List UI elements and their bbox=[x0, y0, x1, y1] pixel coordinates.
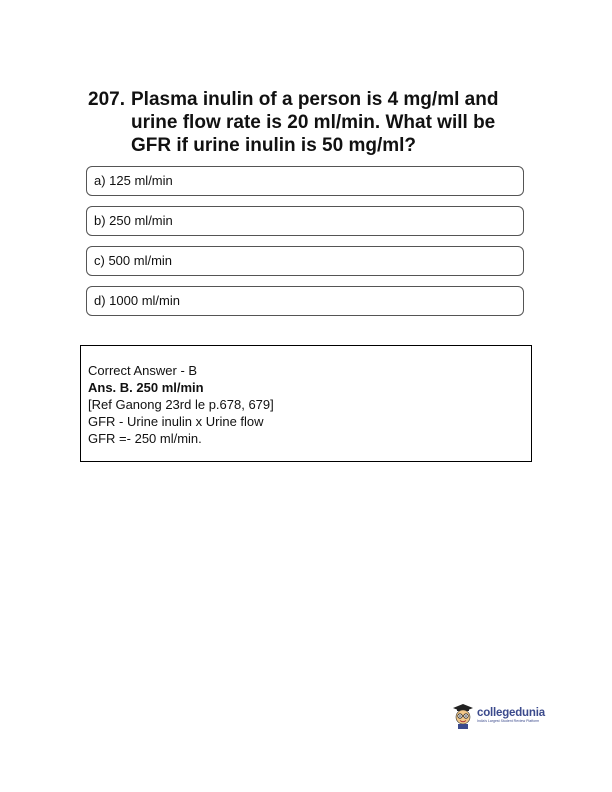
option-b[interactable]: b) 250 ml/min bbox=[86, 206, 524, 236]
reference: [Ref Ganong 23rd le p.678, 679] bbox=[88, 397, 274, 412]
formula: GFR - Urine inulin x Urine flow bbox=[88, 414, 264, 429]
option-d[interactable]: d) 1000 ml/min bbox=[86, 286, 524, 316]
question bbox=[88, 88, 538, 157]
option-c[interactable]: c) 500 ml/min bbox=[86, 246, 524, 276]
question-number: 207. bbox=[88, 89, 125, 110]
option-a[interactable]: a) 125 ml/min bbox=[86, 166, 524, 196]
logo-name: collegedunia bbox=[477, 707, 545, 719]
question-text: Plasma inulin of a person is 4 mg/ml and urine flow rate is 20 ml/min. What will be GFR if urine inulin is 50 mg/ml? bbox=[131, 89, 499, 156]
mascot-icon bbox=[452, 703, 474, 729]
answer-value: Ans. B. 250 ml/min bbox=[88, 380, 204, 395]
logo-tagline: India's Largest Student Review Platform bbox=[477, 719, 540, 723]
result: GFR =- 250 ml/min. bbox=[88, 431, 202, 446]
correct-answer: Correct Answer - B bbox=[88, 363, 198, 378]
collegedunia-logo bbox=[452, 703, 552, 733]
answer-box bbox=[80, 345, 532, 462]
